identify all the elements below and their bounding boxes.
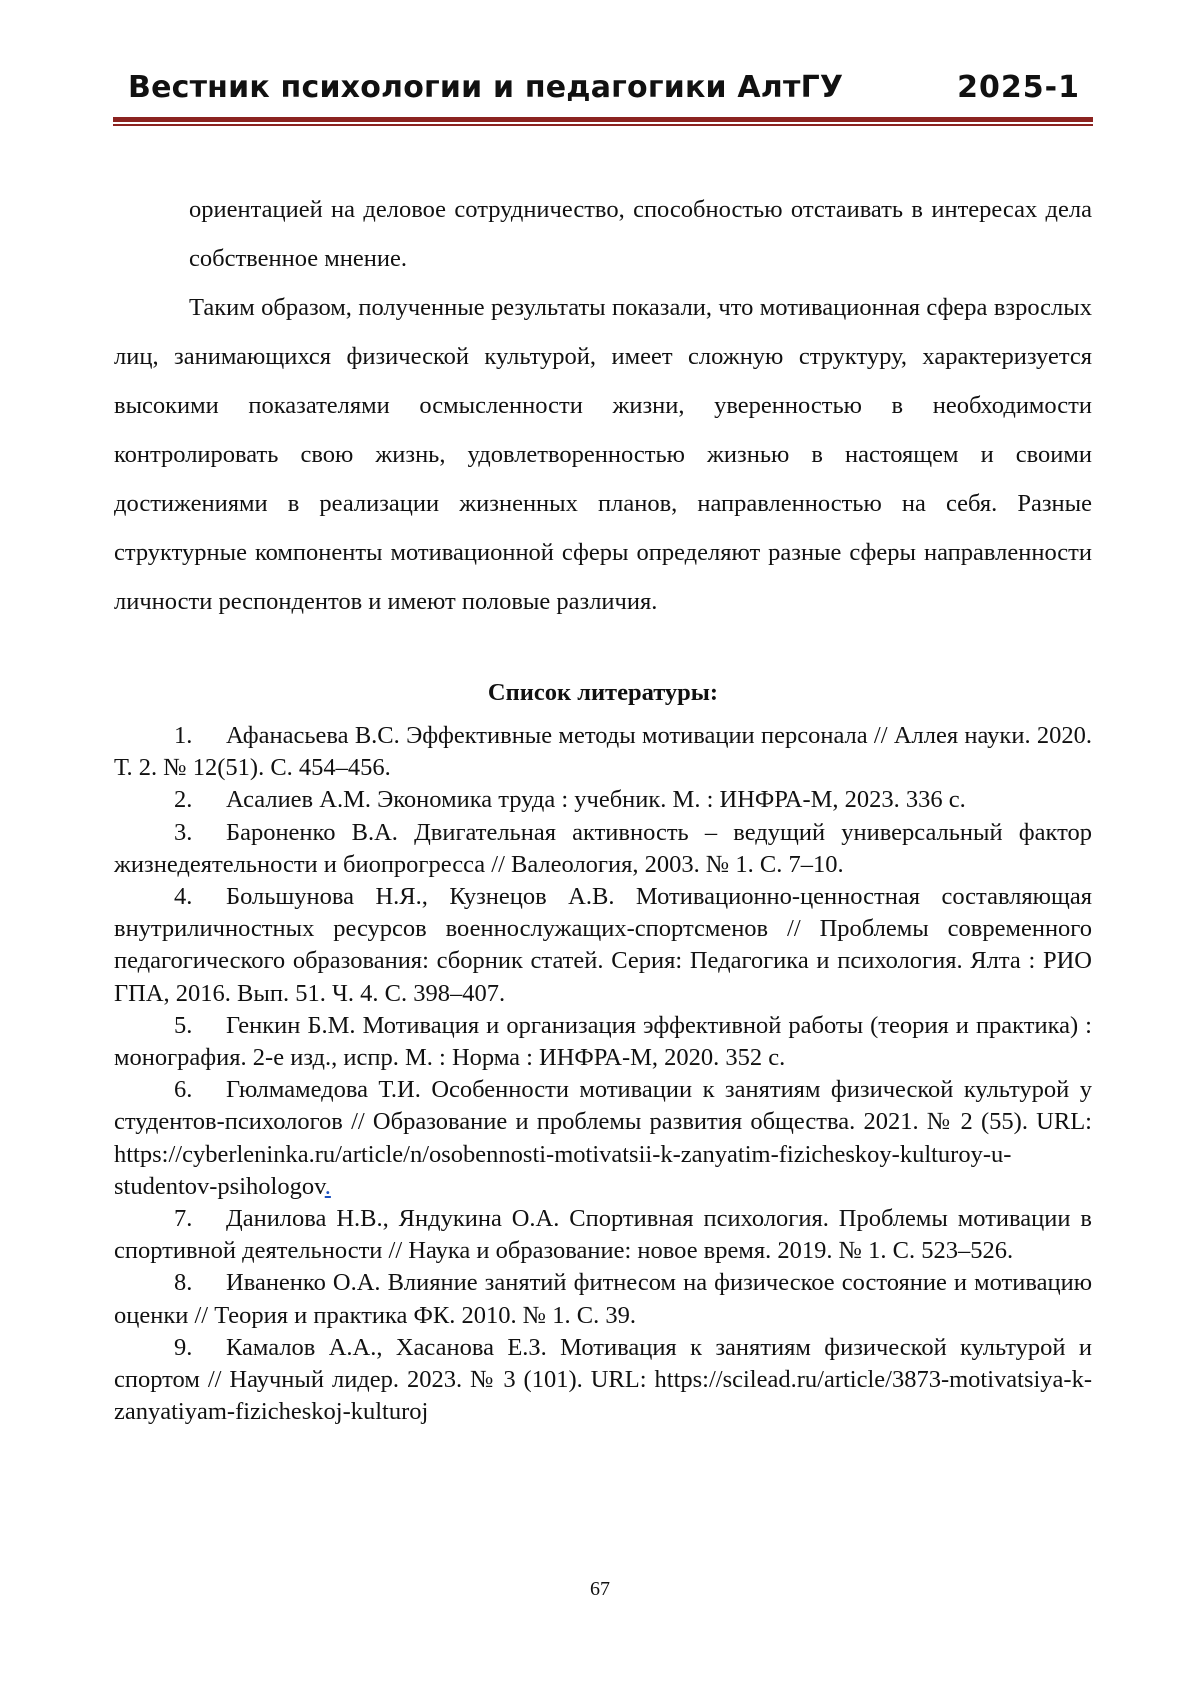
reference-item <box>114 1267 1092 1331</box>
header-rule-thick <box>113 117 1093 122</box>
reference-item <box>114 720 1092 784</box>
reference-text: Данилова Н.В., Яндукина О.А. Спортивная психология. Проблемы мотивации в спортивной деятельности // Наука и образование: новое время. 2019. № 1. С. 523–526. <box>114 1205 1092 1265</box>
paragraph-conclusion: Таким образом, полученные результаты показали, что мотивационная сфера взрослых лиц, занимающихся физической культурой, имеет сложную структуру, характеризуется высокими показателями осмысленности жизни, уверенностью в необходимости контролировать свою жизнь, удовлетворенностью жизнью в настоящем и своими достижениями в реализации жизненных планов, направленностью на себя. Разные структурные компоненты мотивационной сферы определяют разные сферы направленности личности респондентов и имеют половые различия. <box>114 294 1092 615</box>
journal-title: Вестник психологии и педагогики АлтГУ <box>128 70 844 105</box>
reference-item <box>114 817 1092 881</box>
references-list <box>114 720 1092 1428</box>
issue-number: 2025-1 <box>957 70 1080 105</box>
reference-text: Гюлмамедова Т.И. Особенности мотивации к занятиям физической культурой у студентов-психологов // Образование и проблемы развития общества. 2021. № 2 (55). URL: https://cyberleninka.ru/article/n/osobennosti-motivatsii-k-zanyatim-fizicheskoy-kulturoy-u-studentov-psihologov <box>114 1076 1092 1200</box>
reference-item <box>114 1010 1092 1074</box>
reference-item <box>114 1203 1092 1267</box>
page-content <box>114 185 1092 1428</box>
references-title: Список литературы: <box>487 679 719 706</box>
reference-item <box>114 1332 1092 1429</box>
reference-number: 7. <box>174 1205 193 1233</box>
reference-text: Генкин Б.М. Мотивация и организация эффективной работы (теория и практика) : монография. 2-е изд., испр. М. : Норма : ИНФРА-М, 2020. 352 с. <box>114 1011 1092 1072</box>
reference-text: Асалиев А.М. Экономика труда : учебник. М. : ИНФРА-М, 2023. 336 с. <box>226 786 966 814</box>
page-number: 67 <box>590 1578 610 1600</box>
reference-text: Бароненко В.А. Двигательная активность – ведущий универсальный фактор жизнедеятельности и биопрогресса // Валеология, 2003. № 1. С. 7–10. <box>114 818 1092 878</box>
reference-link-dot[interactable]: . <box>324 1172 331 1200</box>
reference-number: 1. <box>174 722 193 749</box>
reference-item <box>114 784 1092 816</box>
paragraph-continuation: ориентацией на деловое сотрудничество, способностью отстаивать в интересах дела собственное мнение. <box>189 196 1092 272</box>
reference-number: 8. <box>174 1269 193 1297</box>
reference-text: Большунова Н.Я., Кузнецов А.В. Мотивационно-ценностная составляющая внутриличностных ресурсов военнослужащих-спортсменов // Проблемы современного педагогического образования: сборник статей. Серия: Педагогика и психология. Ялта : РИО ГПА, 2016. Вып. 51. Ч. 4. С. 398–407. <box>114 883 1092 1007</box>
reference-number: 5. <box>174 1011 193 1039</box>
reference-item <box>114 881 1092 1010</box>
body-text <box>114 185 1092 626</box>
reference-number: 4. <box>174 883 193 911</box>
reference-text: Афанасьева В.С. Эффективные методы мотивации персонала // Аллея науки. 2020. Т. 2. № 12(51). С. 454–456. <box>114 722 1092 782</box>
reference-number: 2. <box>174 786 193 814</box>
running-header <box>128 70 1080 120</box>
reference-text: Камалов А.А., Хасанова Е.З. Мотивация к занятиям физической культурой и спортом // Научный лидер. 2023. № 3 (101). URL: https://scilead.ru/article/3873-motivatsiya-k-zanyatiyam-fizicheskoj-kulturoj <box>114 1333 1092 1426</box>
reference-text: Иваненко О.А. Влияние занятий фитнесом на физическое состояние и мотивацию оценки // Теория и практика ФК. 2010. № 1. С. 39. <box>114 1269 1092 1329</box>
reference-number: 9. <box>174 1333 193 1361</box>
reference-number: 6. <box>174 1076 193 1104</box>
reference-item <box>114 1074 1092 1203</box>
header-rule-thin <box>113 124 1093 126</box>
reference-number: 3. <box>174 818 193 846</box>
